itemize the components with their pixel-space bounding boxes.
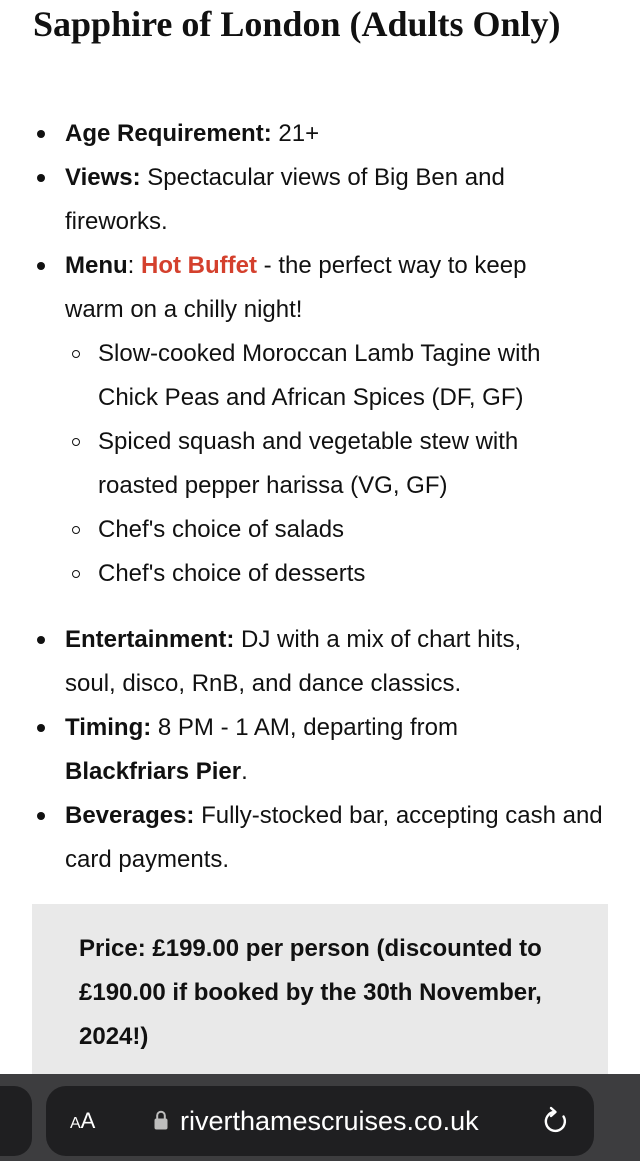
feature-text: 8 PM - 1 AM, departing from [151,714,459,741]
text-size-large-label: A [80,1108,96,1133]
feature-label: Entertainment: [65,626,235,653]
circle-bullet-icon [72,438,80,446]
feature-label: Age Requirement: [65,120,272,147]
lock-icon [154,1109,168,1131]
feature-text: DJ with a mix of chart hits, soul, disco, RnB, and dance classics. [65,626,522,697]
menu-item-text: Chef's choice of salads [98,516,345,543]
bullet-icon [37,174,45,182]
feature-label: Beverages: [65,802,195,829]
circle-bullet-icon [72,350,80,358]
feature-label: Views: [65,164,141,191]
bullet-icon [37,812,45,820]
feature-body [65,244,585,332]
previous-tab-preview[interactable] [0,1086,32,1156]
price-text: Price: £199.00 per person (discounted to £190.00 if booked by the 30th November, 2024!) [79,935,542,1050]
feature-end: . [241,758,248,785]
feature-body [65,706,465,794]
url-text[interactable]: riverthamescruises.co.uk [180,1106,479,1136]
bullet-icon [37,724,45,732]
page-title: Sapphire of London (Adults Only) [33,4,561,44]
feature-text: 21+ [271,120,320,147]
feature-text: Spectacular views of Big Ben and fireworks. [65,164,505,235]
circle-bullet-icon [72,526,80,534]
pier-name: Blackfriars Pier [65,758,242,785]
feature-body [65,794,610,882]
browser-toolbar [0,1074,640,1161]
bullet-icon [37,636,45,644]
reload-icon[interactable] [542,1106,570,1136]
feature-text: - the perfect way to keep warm on a chilly night! [65,252,527,323]
circle-bullet-icon [72,570,80,578]
feature-label: Timing: [65,714,152,741]
bullet-icon [37,130,45,138]
feature-body [65,618,575,706]
price-callout [32,904,608,1082]
feature-separator: : [127,252,142,279]
feature-body [65,112,610,156]
text-size-small-label: A [70,1115,81,1132]
menu-item-text: Slow-cooked Moroccan Lamb Tagine with Chick Peas and African Spices (DF, GF) [98,340,541,411]
feature-text: Fully-stocked bar, accepting cash and card payments. [65,802,603,873]
bullet-icon [37,262,45,270]
text-size-button[interactable] [70,1106,95,1136]
menu-item-text: Chef's choice of desserts [98,560,366,587]
hot-buffet-highlight: Hot Buffet [141,252,257,279]
address-bar[interactable] [46,1086,594,1156]
menu-item-text: Spiced squash and vegetable stew with roasted pepper harissa (VG, GF) [98,428,519,499]
feature-body [65,156,555,244]
feature-label: Menu [65,252,128,279]
